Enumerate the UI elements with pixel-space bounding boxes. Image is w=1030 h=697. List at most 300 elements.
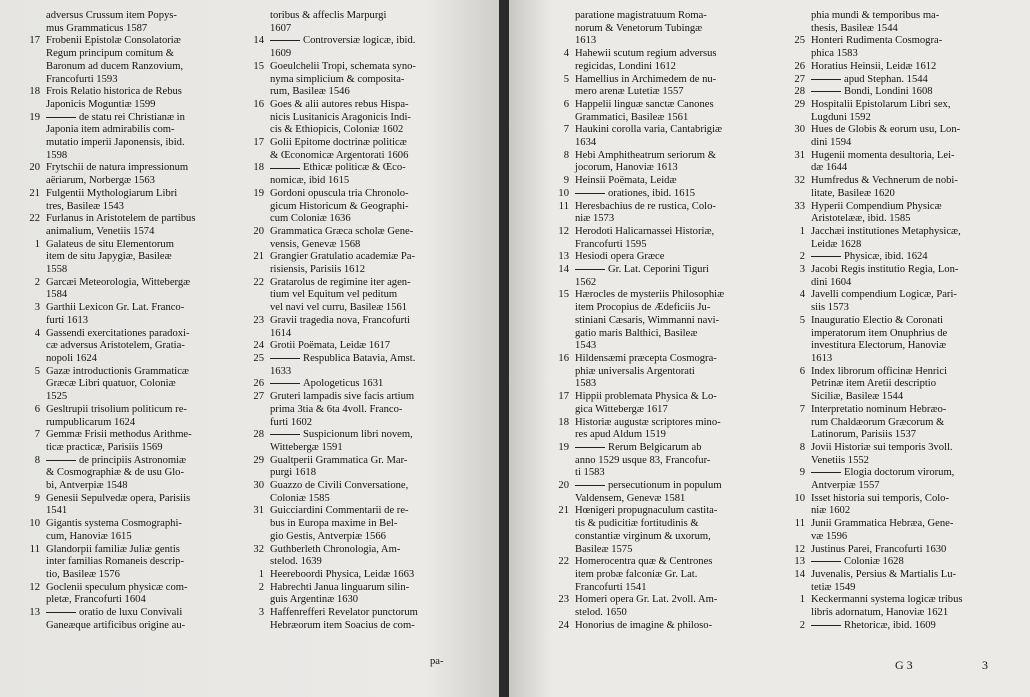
entry-line	[811, 162, 1025, 175]
entry-line	[270, 175, 490, 188]
entry-line	[811, 61, 1025, 74]
entry-text: Hesiodi opera Græce	[575, 251, 665, 263]
entry-line	[811, 74, 1025, 87]
entry-line	[46, 442, 240, 455]
entry-line	[575, 315, 789, 328]
entry-text: cum Coloniæ 1636	[270, 213, 351, 225]
entry-line	[811, 417, 1025, 430]
ditto-dash	[270, 40, 300, 41]
catalog-entry	[549, 417, 789, 442]
entry-text: tis & pudicitiæ fortitudinis &	[575, 518, 699, 530]
entry-line	[270, 340, 490, 353]
entry-text: 1562	[575, 276, 597, 288]
entry-line	[270, 544, 490, 557]
entry-text: Petrinæ item Aretii descriptio	[811, 378, 937, 390]
ditto-dash	[270, 434, 300, 435]
entry-number: 31	[253, 505, 264, 517]
entry-line	[575, 74, 789, 87]
entry-text: Glandorpii familiæ Juliæ gentis	[46, 543, 180, 555]
entry-line	[46, 213, 240, 226]
entry-line	[575, 544, 789, 557]
catalog-entry	[244, 544, 490, 569]
entry-number: 8	[799, 441, 805, 453]
entry-line	[811, 391, 1025, 404]
entry-line	[270, 429, 490, 442]
catalog-entry	[785, 366, 1025, 404]
entry-number: 25	[253, 352, 264, 364]
entry-text: Francofurti 1595	[575, 238, 647, 250]
entry-line	[270, 480, 490, 493]
entry-line	[811, 264, 1025, 277]
entry-line	[575, 239, 789, 252]
entry-text: ti 1583	[575, 467, 605, 479]
entry-text: vensis, Genevæ 1568	[270, 238, 361, 250]
entry-number: 17	[29, 35, 40, 47]
entry-text: Rhetoricæ, ibid. 1609	[844, 619, 936, 631]
catalog-entry	[785, 264, 1025, 289]
entry-line	[270, 99, 490, 112]
entry-line	[46, 366, 240, 379]
entry-line	[46, 124, 240, 137]
entry-line	[46, 480, 240, 493]
entry-line	[575, 442, 789, 455]
entry-number: 19	[29, 111, 40, 123]
ditto-dash	[270, 168, 300, 169]
entry-text: rumpublicarum 1624	[46, 416, 136, 428]
entry-text: Garcæi Meteorologia, Wittebergæ	[46, 276, 191, 288]
catalog-entry	[20, 404, 240, 429]
entry-number: 12	[794, 543, 805, 555]
entry-text: 1598	[46, 149, 68, 161]
entry-line	[575, 404, 789, 417]
entry-text: Guicciardini Commentarii de re-	[270, 505, 409, 517]
entry-text: Interpretatio nominum Hebræo-	[811, 403, 947, 415]
entry-text: animalium, Venetiis 1574	[46, 225, 155, 237]
entry-text: Horatius Heinsii, Leidæ 1612	[811, 60, 937, 72]
entry-line	[575, 86, 789, 99]
ditto-dash	[575, 269, 605, 270]
entry-number: 20	[253, 225, 264, 237]
entry-number: 33	[794, 200, 805, 212]
entry-text: cum, Hanoviæ 1615	[46, 530, 132, 542]
entry-text: 1543	[575, 340, 597, 352]
entry-text: Golii Epitome doctrinæ politicæ	[270, 137, 407, 149]
catalog-entry	[549, 201, 789, 226]
entry-text: de principiis Astronomiæ	[79, 454, 187, 466]
entry-line	[811, 353, 1025, 366]
entry-line	[811, 112, 1025, 125]
left-column-1	[20, 10, 240, 632]
entry-text: siis 1573	[811, 302, 849, 314]
entry-text: imperatorum item Onuphrius de	[811, 327, 948, 339]
entry-number: 13	[29, 607, 40, 619]
entry-line	[575, 10, 789, 23]
entry-line	[46, 505, 240, 518]
entry-number: 30	[794, 124, 805, 136]
catalog-entry	[549, 289, 789, 353]
entry-line	[46, 417, 240, 430]
entry-text: aëriarum, Norbergæ 1563	[46, 175, 155, 187]
entry-number: 15	[253, 60, 264, 72]
catalog-entry	[244, 226, 490, 251]
entry-line	[811, 99, 1025, 112]
entry-line	[270, 442, 490, 455]
entry-line	[811, 328, 1025, 341]
entry-text: 1609	[270, 48, 292, 60]
entry-text: de statu rei Christianæ in	[79, 111, 185, 123]
entry-number: 28	[794, 86, 805, 98]
entry-text: gio Gestis, Antverpiæ 1566	[270, 530, 386, 542]
catalog-entry	[785, 544, 1025, 557]
entry-number: 2	[799, 251, 805, 263]
entry-text: Justinus Parei, Francofurti 1630	[811, 543, 947, 555]
entry-text: Garthii Lexicon Gr. Lat. Franco-	[46, 302, 185, 314]
entry-line	[575, 35, 789, 48]
entry-line	[811, 251, 1025, 264]
entry-line	[46, 35, 240, 48]
entry-text: 1634	[575, 137, 597, 149]
entry-text: phica 1583	[811, 48, 858, 60]
entry-text: cæ adversus Aristotelem, Gratia-	[46, 340, 185, 352]
entry-text: inter familias Romaneis descrip-	[46, 556, 184, 568]
entry-text: Grotii Poëmata, Leidæ 1617	[270, 340, 391, 352]
entry-text: & Œconomicæ Argentorati 1606	[270, 149, 409, 161]
entry-number: 16	[558, 352, 569, 364]
entry-number: 5	[34, 365, 40, 377]
catalog-entry	[20, 429, 240, 454]
entry-text: niæ 1573	[575, 213, 615, 225]
entry-text: phiæ universalis Argentorati	[575, 365, 695, 377]
entry-text: Gigantis systema Cosmographi-	[46, 518, 182, 530]
entry-line	[270, 10, 490, 23]
entry-text: Hebi Amphitheatrum seriorum &	[575, 149, 716, 161]
entry-line	[270, 86, 490, 99]
entry-text: gatio maris Balthici, Basileæ	[575, 327, 698, 339]
entry-text: 1558	[46, 264, 68, 276]
catalog-entry	[549, 150, 789, 175]
entry-line	[811, 137, 1025, 150]
entry-text: apud Stephan. 1544	[844, 73, 928, 85]
catalog-entry	[20, 188, 240, 213]
catalog-entry	[785, 556, 1025, 569]
entry-line	[811, 455, 1025, 468]
entry-line	[575, 417, 789, 430]
entry-text: orationes, ibid. 1615	[608, 187, 696, 199]
entry-line	[46, 620, 240, 633]
entry-text: Ganeæque artificibus origine au-	[46, 619, 186, 631]
entry-number: 8	[34, 454, 40, 466]
catalog-entry	[244, 455, 490, 480]
entry-text: Isset historia sui temporis, Colo-	[811, 492, 950, 504]
entry-text: Happelii linguæ sanctæ Canones	[575, 98, 714, 110]
entry-text: jocorum, Hanoviæ 1613	[575, 162, 678, 174]
entry-text: Juvenalis, Persius & Martialis Lu-	[811, 568, 957, 580]
page-number: 3	[982, 658, 988, 672]
entry-line	[270, 226, 490, 239]
entry-text: Habrechti Janua linguarum silin-	[270, 581, 410, 593]
entry-line	[575, 124, 789, 137]
catalog-entry	[785, 226, 1025, 251]
entry-text: 1607	[270, 22, 292, 34]
entry-line	[811, 340, 1025, 353]
entry-line	[575, 620, 789, 633]
entry-text: Furlanus in Aristotelem de partibus	[46, 213, 196, 225]
entry-line	[46, 188, 240, 201]
entry-line	[46, 239, 240, 252]
entry-text: Apologeticus 1631	[303, 378, 384, 390]
catalog-entry	[244, 429, 490, 454]
entry-line	[46, 607, 240, 620]
entry-text: Hues de Globis & eorum usu, Lon-	[811, 124, 961, 136]
entry-line	[811, 582, 1025, 595]
entry-text: vel navi vel curru, Basileæ 1561	[270, 302, 408, 314]
entry-line	[46, 289, 240, 302]
entry-text: Leidæ 1628	[811, 238, 862, 250]
entry-number: 20	[29, 162, 40, 174]
entry-text: Jacobi Regis institutio Regia, Lon-	[811, 264, 959, 276]
entry-text: Gr. Lat. Ceporini Tiguri	[608, 264, 709, 276]
entry-line	[575, 467, 789, 480]
right-column-2	[785, 10, 1025, 632]
entry-line	[46, 594, 240, 607]
catalog-entry	[549, 480, 789, 505]
entry-text: paratione magistratuum Roma-	[575, 10, 707, 21]
entry-number: 31	[794, 149, 805, 161]
entry-number: 11	[558, 200, 569, 212]
entry-line	[46, 10, 240, 23]
entry-text: Frytschii de natura impressionum	[46, 162, 189, 174]
entry-text: Aristotelææ, ibid. 1585	[811, 213, 911, 225]
entry-text: norum & Venetorum Tubingæ	[575, 22, 703, 34]
entry-line	[270, 556, 490, 569]
entry-text: Gravii tragedia nova, Francofurti	[270, 314, 411, 326]
entry-line	[575, 188, 789, 201]
entry-line	[575, 340, 789, 353]
entry-text: 1613	[811, 352, 833, 364]
entry-line	[270, 162, 490, 175]
entry-number: 13	[558, 251, 569, 263]
entry-text: Gazæ introductionis Grammaticæ	[46, 365, 189, 377]
entry-text: 1633	[270, 365, 292, 377]
entry-number: 12	[29, 581, 40, 593]
entry-number: 19	[558, 441, 569, 453]
entry-line	[575, 366, 789, 379]
entry-text: Frobenii Epistolæ Consolatoriæ	[46, 35, 181, 47]
entry-text: Gesltrupii trisolium politicum re-	[46, 403, 187, 415]
entry-text: Heereboordi Physica, Leidæ 1663	[270, 568, 415, 580]
catalog-entry	[20, 582, 240, 607]
entry-line	[575, 112, 789, 125]
entry-number: 32	[253, 543, 264, 555]
entry-number: 19	[253, 187, 264, 199]
left-column-2	[244, 10, 490, 632]
entry-number: 12	[558, 225, 569, 237]
entry-number: 9	[563, 175, 569, 187]
entry-line	[575, 264, 789, 277]
catalog-entry	[549, 10, 789, 48]
catalog-entry	[20, 366, 240, 404]
ditto-dash	[575, 485, 605, 486]
entry-number: 30	[253, 480, 264, 492]
entry-number: 29	[253, 454, 264, 466]
entry-line	[270, 201, 490, 214]
entry-text: Controversiæ logicæ, ibid.	[303, 35, 416, 47]
entry-line	[46, 264, 240, 277]
entry-text: 1614	[270, 327, 292, 339]
entry-text: niæ 1602	[811, 505, 851, 517]
entry-text: 1541	[46, 505, 68, 517]
entry-text: furti 1602	[270, 416, 313, 428]
catalog-entry	[549, 353, 789, 391]
entry-line	[46, 378, 240, 391]
entry-number: 23	[253, 314, 264, 326]
entry-line	[270, 302, 490, 315]
entry-line	[270, 124, 490, 137]
entry-text: nomicæ, ibid 1615	[270, 175, 350, 187]
entry-number: 18	[253, 162, 264, 174]
ditto-dash	[811, 561, 841, 562]
entry-line	[575, 226, 789, 239]
entry-line	[811, 150, 1025, 163]
entry-number: 17	[558, 391, 569, 403]
entry-line	[270, 569, 490, 582]
entry-text: Siciliæ, Basileæ 1544	[811, 391, 904, 403]
entry-line	[270, 404, 490, 417]
entry-line	[46, 569, 240, 582]
entry-line	[575, 353, 789, 366]
entry-number: 4	[563, 48, 569, 60]
entry-line	[46, 175, 240, 188]
catalog-entry	[785, 569, 1025, 594]
entry-text: Jovii Historiæ sui temporis 3voll.	[811, 441, 953, 453]
entry-line	[575, 505, 789, 518]
entry-text: Inauguratio Electio & Coronati	[811, 314, 944, 326]
entry-text: dæ 1644	[811, 162, 848, 174]
entry-text: item de situ Japygiæ, Basileæ	[46, 251, 172, 263]
entry-line	[46, 467, 240, 480]
entry-number: 6	[799, 365, 805, 377]
entry-text: Baronum ad ducem Ranzovium,	[46, 60, 184, 72]
entry-number: 28	[253, 429, 264, 441]
entry-line	[811, 480, 1025, 493]
entry-number: 14	[253, 35, 264, 47]
entry-text: risiensis, Parisiis 1612	[270, 264, 366, 276]
ditto-dash	[811, 256, 841, 257]
entry-line	[811, 429, 1025, 442]
entry-number: 4	[34, 327, 40, 339]
entry-line	[46, 302, 240, 315]
entry-text: Honorius de imagine & philoso-	[575, 619, 713, 631]
entry-text: Hahewii scutum regium adversus	[575, 48, 717, 60]
entry-text: Heresbachius de re rustica, Colo-	[575, 200, 716, 212]
entry-line	[575, 378, 789, 391]
entry-text: tetiæ 1549	[811, 581, 856, 593]
entry-text: Venetiis 1552	[811, 454, 869, 466]
entry-text: constantiæ virginum & uxorum,	[575, 530, 711, 542]
entry-text: tres, Basileæ 1543	[46, 200, 124, 212]
catalog-entry	[20, 86, 240, 111]
catalog-entry	[549, 620, 789, 633]
entry-line	[811, 289, 1025, 302]
entry-text: item Procopius de Ædeficiis Ju-	[575, 302, 711, 314]
catalog-entry	[549, 556, 789, 594]
entry-text: rum, Basileæ 1546	[270, 86, 350, 98]
entry-line	[46, 404, 240, 417]
catalog-entry	[785, 99, 1025, 124]
entry-text: stelod. 1639	[270, 556, 322, 568]
entry-line	[575, 429, 789, 442]
catalog-entry	[785, 35, 1025, 60]
entry-line	[811, 86, 1025, 99]
entry-text: Francofurti 1541	[575, 581, 647, 593]
entry-line	[270, 582, 490, 595]
entry-number: 1	[799, 225, 805, 237]
entry-text: mus Grammaticus 1587	[46, 22, 148, 34]
entry-line	[270, 594, 490, 607]
entry-number: 21	[558, 505, 569, 517]
entry-text: Guthberleth Chronologia, Am-	[270, 543, 401, 555]
catalog-entry	[549, 226, 789, 251]
entry-text: thesis, Basileæ 1544	[811, 22, 898, 34]
entry-line	[811, 48, 1025, 61]
entry-text: Hærocles de mysteriis Philosophiæ	[575, 289, 725, 301]
catalog-entry	[244, 162, 490, 187]
entry-line	[811, 569, 1025, 582]
entry-text: Valdensem, Genevæ 1581	[575, 492, 686, 504]
entry-text: Goeulchelii Tropi, schemata syno-	[270, 60, 416, 72]
entry-line	[575, 569, 789, 582]
ditto-dash	[46, 460, 76, 461]
entry-line	[811, 505, 1025, 518]
catalog-entry	[20, 239, 240, 277]
ditto-dash	[575, 193, 605, 194]
entry-text: pletæ, Francofurti 1604	[46, 594, 146, 606]
entry-text: Genesii Sepulvedæ opera, Parisiis	[46, 492, 191, 504]
catalog-entry	[785, 467, 1025, 492]
entry-line	[270, 74, 490, 87]
entry-line	[811, 493, 1025, 506]
entry-text: Grangier Gratulatio academiæ Pa-	[270, 251, 416, 263]
entry-line	[811, 620, 1025, 633]
entry-line	[811, 175, 1025, 188]
entry-line	[575, 201, 789, 214]
catalog-entry	[785, 594, 1025, 619]
entry-text: dini 1604	[811, 276, 852, 288]
catalog-entry	[244, 505, 490, 543]
entry-line	[575, 455, 789, 468]
entry-line	[575, 302, 789, 315]
entry-text: Haffenrefferi Revelator punctorum	[270, 607, 418, 619]
entry-line	[46, 61, 240, 74]
entry-line	[811, 213, 1025, 226]
entry-line	[46, 315, 240, 328]
entry-number: 3	[258, 607, 264, 619]
entry-text: Junii Grammatica Hebræa, Gene-	[811, 518, 954, 530]
catalog-entry	[20, 455, 240, 493]
entry-line	[811, 442, 1025, 455]
entry-line	[811, 366, 1025, 379]
catalog-entry	[20, 544, 240, 582]
entry-line	[811, 315, 1025, 328]
entry-text: res apud Aldum 1519	[575, 429, 666, 441]
entry-line	[575, 150, 789, 163]
entry-text: purgi 1618	[270, 467, 317, 479]
entry-text: Gualtperii Grammatica Gr. Mar-	[270, 454, 408, 466]
entry-line	[575, 23, 789, 36]
entry-line	[46, 201, 240, 214]
catalog-entry	[20, 607, 240, 632]
entry-line	[270, 467, 490, 480]
